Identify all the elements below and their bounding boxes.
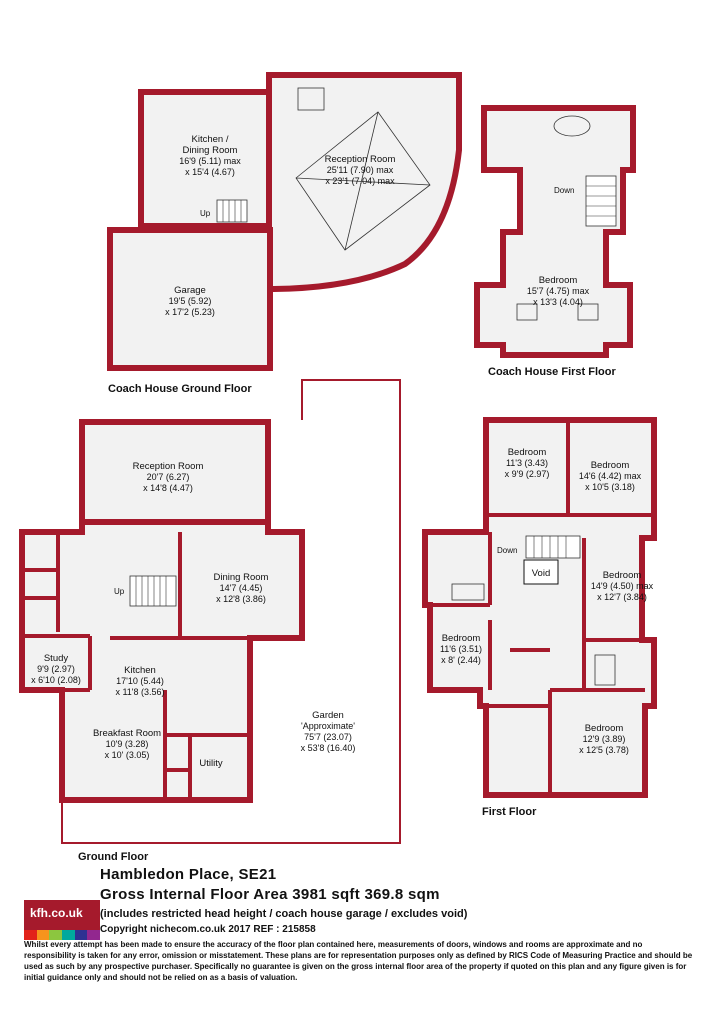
- area-includes-note: (includes restricted head height / coach house garage / excludes void): [100, 908, 468, 920]
- bed1-dim1: 11'3 (3.43): [505, 458, 549, 468]
- coach-kitchen-name1: Kitchen /: [191, 134, 229, 145]
- breakfast-dim1: 10'9 (3.28): [105, 739, 149, 749]
- breakfast-name: Breakfast Room: [92, 728, 162, 739]
- study-dim2: x 6'10 (2.08): [31, 675, 81, 685]
- bed3-name: Bedroom: [602, 570, 642, 581]
- coach-reception-dim1: 25'11 (7.90) max: [326, 165, 394, 175]
- bed5-dim1: 12'9 (3.89): [582, 734, 626, 744]
- bed1-name: Bedroom: [507, 447, 547, 458]
- coach-ground-stairs: [217, 200, 247, 222]
- ground-reception-dim2: x 14'8 (4.47): [143, 483, 193, 493]
- garden-name: Garden: [312, 710, 344, 721]
- breakfast-dim2: x 10' (3.05): [104, 750, 150, 760]
- bed2-name: Bedroom: [590, 460, 630, 471]
- garage-dim2: x 17'2 (5.23): [165, 307, 215, 317]
- coach-first-stairs: [586, 176, 616, 226]
- property-address: Hambledon Place, SE21: [100, 866, 277, 883]
- kitchen-dim1: 17'10 (5.44): [116, 676, 164, 686]
- garden-dim1: 75'7 (23.07): [304, 732, 352, 742]
- dining-dim2: x 12'8 (3.86): [216, 594, 266, 604]
- garage-dim1: 19'5 (5.92): [168, 296, 212, 306]
- bed3-dim2: x 12'7 (3.84): [597, 592, 647, 602]
- garden-dim2: x 53'8 (16.40): [300, 743, 356, 753]
- coach-bedroom-name: Bedroom: [538, 275, 578, 286]
- coach-kitchen-dim2: x 15'4 (4.67): [185, 167, 235, 177]
- bed2-dim2: x 10'5 (3.18): [585, 482, 635, 492]
- bed2-dim1: 14'6 (4.42) max: [578, 471, 642, 481]
- bed1-dim2: x 9'9 (2.97): [504, 469, 550, 479]
- first-floor-label: First Floor: [482, 806, 537, 818]
- bed4-dim2: x 8' (2.44): [441, 655, 481, 665]
- ground-reception-dim1: 20'7 (6.27): [146, 472, 190, 482]
- dining-name: Dining Room: [213, 572, 269, 583]
- floor-area: Gross Internal Floor Area 3981 sqft 369.8 sqm: [100, 886, 440, 903]
- void-label: Void: [531, 568, 551, 579]
- kitchen-dim2: x 11'8 (3.56): [115, 687, 165, 697]
- copyright-line: Copyright nichecom.co.uk 2017 REF : 215858: [100, 924, 316, 935]
- coach-reception-name: Reception Room: [324, 154, 396, 165]
- coach-bedroom-dim1: 15'7 (4.75) max: [526, 286, 590, 296]
- disclaimer-text: Whilst every attempt has been made to ensure the accuracy of the floor plan contained here, measurements of doors, windows and rooms are approximate and no responsibility is taken for any error, omission or misstatement. These plans are for representation purposes only as defined by RICS Code of Measuring Practice and should be used as such by any prospective purchaser. Specifically no guarantee is given on the gross internal floor area of the property if quoted on this plan and any figure given is for initial guidance only and should not be relied on as a basis of valuation.: [24, 940, 693, 982]
- utility-name: Utility: [199, 758, 223, 769]
- logo-text: kfh.co.uk: [30, 906, 83, 920]
- bed4-name: Bedroom: [441, 633, 481, 644]
- first-down-label: Down: [497, 546, 518, 555]
- bed4-dim1: 11'6 (3.51): [439, 644, 483, 654]
- study-dim1: 9'9 (2.97): [37, 664, 75, 674]
- coach-up-label: Up: [200, 209, 211, 218]
- coach-first-floor-label: Coach House First Floor: [488, 366, 616, 378]
- garage-name: Garage: [174, 285, 206, 296]
- ground-reception-name: Reception Room: [132, 461, 204, 472]
- garden-note: 'Approximate': [301, 721, 355, 731]
- bed5-dim2: x 12'5 (3.78): [579, 745, 629, 755]
- coach-reception-dim2: x 23'1 (7.04) max: [325, 176, 395, 186]
- coach-kitchen-dim1: 16'9 (5.11) max: [179, 156, 241, 166]
- coach-bedroom-dim2: x 13'3 (4.04): [533, 297, 583, 307]
- ground-floor-label: Ground Floor: [78, 851, 149, 863]
- study-name: Study: [43, 653, 69, 664]
- coach-kitchen-name2: Dining Room: [182, 145, 238, 156]
- bed3-dim1: 14'9 (4.50) max: [590, 581, 654, 591]
- dining-dim1: 14'7 (4.45): [219, 583, 263, 593]
- kfh-logo: [24, 900, 100, 940]
- coach-first-floor-outline: [477, 108, 633, 355]
- coach-first-down-label: Down: [554, 186, 575, 195]
- ground-stairs: [130, 576, 176, 606]
- coach-ground-floor-label: Coach House Ground Floor: [108, 383, 252, 395]
- kitchen-name: Kitchen: [124, 665, 156, 676]
- ground-up-label: Up: [114, 587, 125, 596]
- bed5-name: Bedroom: [584, 723, 624, 734]
